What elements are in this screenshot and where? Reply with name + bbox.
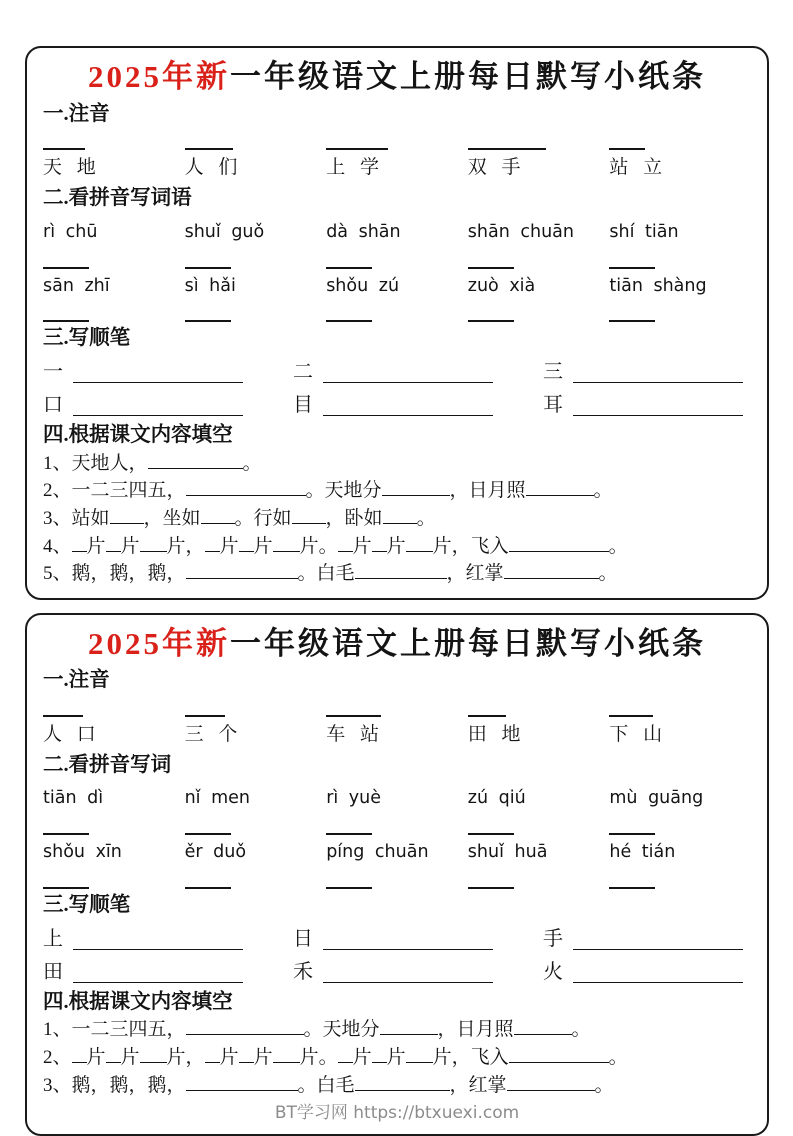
answer-blank <box>468 887 514 889</box>
answer-blank <box>468 267 514 269</box>
stroke-row <box>43 358 751 386</box>
card-title <box>43 58 751 97</box>
answer-blank <box>72 533 87 551</box>
fill-text: 片 <box>386 1047 406 1069</box>
answer-blank <box>355 1073 450 1091</box>
fill-text: 片 <box>219 535 239 557</box>
answer-blank <box>509 1045 609 1063</box>
answer-blank <box>468 715 506 717</box>
pinyin-column <box>43 781 185 889</box>
answer-blank <box>609 715 653 717</box>
fill-text: 1、天地人， <box>43 452 148 474</box>
title-year-highlight: 2025年新 <box>88 625 230 661</box>
fill-text: 。 <box>608 1047 628 1069</box>
answer-blank <box>468 833 514 835</box>
answer-line <box>323 949 493 950</box>
zhuyin-item <box>468 128 610 182</box>
answer-blank <box>514 1017 572 1035</box>
fill-line <box>43 560 751 588</box>
fill-text: ，坐如 <box>143 507 201 529</box>
zhuyin-word: 双 手 <box>467 157 526 179</box>
answer-line <box>73 382 243 383</box>
fill-text: ，卧如 <box>325 507 383 529</box>
answer-blank <box>186 478 306 496</box>
zhuyin-word: 车 站 <box>326 724 384 746</box>
answer-blank <box>380 1017 438 1035</box>
answer-blank <box>326 148 388 150</box>
pinyin-word: rì chū <box>43 221 98 242</box>
stroke-item <box>293 925 543 953</box>
zhuyin-word: 田 地 <box>467 724 526 746</box>
answer-blank <box>372 1045 387 1063</box>
answer-blank <box>43 887 89 889</box>
worksheet-card <box>25 613 769 1136</box>
fill-line <box>43 533 751 561</box>
answer-blank <box>106 533 121 551</box>
answer-blank <box>185 887 231 889</box>
fill-text: 片 <box>120 1047 140 1069</box>
stroke-item <box>543 925 751 953</box>
pinyin-word: zú qiú <box>467 788 526 809</box>
pinyin-word: tiān shàng <box>609 275 707 296</box>
answer-line <box>323 382 493 383</box>
title-year-highlight: 2025年新 <box>88 59 230 94</box>
answer-blank <box>185 715 225 717</box>
answer-blank <box>106 1045 121 1063</box>
answer-blank <box>382 478 450 496</box>
fill-text: 。白毛 <box>297 1074 355 1096</box>
zhuyin-word: 站 立 <box>609 157 668 179</box>
answer-blank <box>355 561 447 579</box>
stroke-character: 上 <box>43 927 63 950</box>
fill-text: 3、站如 <box>43 507 110 529</box>
answer-blank <box>185 320 231 322</box>
fill-text: 片，飞入 <box>432 535 509 557</box>
answer-blank <box>273 1045 300 1063</box>
answer-blank <box>43 833 89 835</box>
stroke-character: 禾 <box>293 960 313 983</box>
pinyin-word: tiān dì <box>43 788 104 809</box>
zhuyin-word: 人 们 <box>184 157 243 179</box>
fill-text: 片 <box>253 1047 273 1069</box>
pinyin-word: sān zhī <box>43 275 110 296</box>
stroke-item <box>543 958 751 986</box>
answer-blank <box>526 478 594 496</box>
stroke-character: 目 <box>293 394 313 417</box>
fill-line <box>43 1016 751 1044</box>
answer-blank <box>292 506 326 524</box>
fill-text: 片， <box>166 1047 205 1069</box>
stroke-character: 二 <box>293 361 313 384</box>
section-label: 一.注音 <box>43 669 110 692</box>
section-label: 二.看拼音写词 <box>43 753 172 776</box>
answer-line <box>323 982 493 983</box>
fill-text: 2、 <box>43 1047 72 1069</box>
pinyin-column <box>326 215 468 323</box>
fill-line <box>43 1044 751 1072</box>
pinyin-word: dà shān <box>326 221 401 242</box>
fill-line <box>43 505 751 533</box>
answer-blank <box>468 148 546 150</box>
zhuyin-item <box>185 695 327 749</box>
answer-blank <box>338 1045 353 1063</box>
answer-blank <box>504 561 599 579</box>
section-label: 一.注音 <box>43 102 110 125</box>
zhuyin-item <box>185 128 327 182</box>
pinyin-word: sì hǎi <box>184 275 236 296</box>
pinyin-word: zuò xià <box>467 275 536 296</box>
site-footer: BT学习网 https://btxuexi.com <box>274 1103 520 1124</box>
fill-text: 3、鹅，鹅，鹅， <box>43 1074 186 1096</box>
answer-blank <box>239 1045 254 1063</box>
stroke-item <box>43 391 293 419</box>
fill-text: 。 <box>608 535 628 557</box>
fill-line <box>43 450 751 478</box>
answer-line <box>573 982 743 983</box>
pinyin-column <box>326 781 468 889</box>
answer-blank <box>609 148 645 150</box>
zhuyin-item <box>43 128 185 182</box>
answer-blank <box>148 451 243 469</box>
pinyin-word: shān chuān <box>467 221 574 242</box>
fill-text: 片。 <box>299 1047 338 1069</box>
answer-line <box>573 382 743 383</box>
fill-text: 片 <box>386 535 406 557</box>
fill-text: ，日月照 <box>449 480 526 502</box>
pinyin-word: shuǐ guǒ <box>184 221 265 242</box>
fill-text: 。 <box>598 563 618 585</box>
fill-text: 。白毛 <box>297 563 355 585</box>
pinyin-word: hé tián <box>609 842 676 863</box>
answer-blank <box>609 267 655 269</box>
pinyin-column <box>468 215 610 323</box>
answer-blank <box>326 887 372 889</box>
pinyin-grid <box>43 215 751 323</box>
answer-blank <box>43 267 89 269</box>
answer-blank <box>186 561 298 579</box>
answer-line <box>73 982 243 983</box>
stroke-character: 三 <box>543 361 563 384</box>
fill-text: 。天地分 <box>303 1019 380 1041</box>
answer-blank <box>326 833 372 835</box>
answer-blank <box>205 533 220 551</box>
answer-line <box>573 949 743 950</box>
answer-blank <box>239 533 254 551</box>
pinyin-word: shuǐ huā <box>467 842 548 863</box>
zhuyin-word: 下 山 <box>609 724 668 746</box>
pinyin-word: rì yuè <box>326 788 382 809</box>
pinyin-word: shí tiān <box>609 221 679 242</box>
section-label: 四.根据课文内容填空 <box>43 424 233 447</box>
pinyin-column <box>468 781 610 889</box>
zhuyin-item <box>43 695 185 749</box>
answer-blank <box>186 1073 298 1091</box>
zhuyin-word: 人 口 <box>43 724 101 746</box>
zhuyin-item <box>326 128 468 182</box>
fill-text: ，日月照 <box>437 1019 514 1041</box>
fill-text: 片 <box>120 535 140 557</box>
fill-text: 片 <box>352 1047 372 1069</box>
answer-blank <box>110 506 144 524</box>
answer-blank <box>338 533 353 551</box>
answer-blank <box>43 148 85 150</box>
zhuyin-item <box>468 695 610 749</box>
answer-line <box>573 415 743 416</box>
pinyin-grid <box>43 781 751 889</box>
card-title <box>43 625 751 664</box>
pinyin-column <box>609 781 751 889</box>
fill-text: 片 <box>86 535 106 557</box>
answer-blank <box>326 715 381 717</box>
answer-blank <box>201 506 235 524</box>
section-label: 三.写顺笔 <box>43 894 131 917</box>
zhuyin-row <box>43 128 751 182</box>
pinyin-column <box>609 215 751 323</box>
fill-text: 片，飞入 <box>432 1047 509 1069</box>
pinyin-word: nǐ men <box>184 788 251 809</box>
answer-blank <box>383 506 417 524</box>
zhuyin-word: 上 学 <box>326 157 384 179</box>
fill-text: 。 <box>242 452 262 474</box>
pinyin-column <box>43 215 185 323</box>
pinyin-word: ěr duǒ <box>184 842 247 863</box>
answer-blank <box>507 1073 595 1091</box>
answer-blank <box>468 320 514 322</box>
stroke-character: 口 <box>43 394 63 417</box>
zhuyin-item <box>609 128 751 182</box>
fill-text: 片 <box>253 535 273 557</box>
zhuyin-item <box>609 695 751 749</box>
answer-blank <box>185 833 231 835</box>
fill-text: 片 <box>86 1047 106 1069</box>
fill-text: 1、一二三四五， <box>43 1019 186 1041</box>
answer-blank <box>205 1045 220 1063</box>
answer-blank <box>406 533 433 551</box>
zhuyin-row <box>43 695 751 749</box>
fill-text: 。 <box>594 1074 614 1096</box>
stroke-character: 一 <box>43 361 63 384</box>
answer-blank <box>140 1045 167 1063</box>
stroke-character: 日 <box>293 927 313 950</box>
fill-text: 片， <box>166 535 205 557</box>
stroke-item <box>293 391 543 419</box>
stroke-row <box>43 391 751 419</box>
answer-blank <box>186 1017 304 1035</box>
stroke-item <box>43 358 293 386</box>
fill-text: 片 <box>352 535 372 557</box>
cards-container <box>25 46 769 1136</box>
answer-blank <box>609 833 655 835</box>
section-label: 三.写顺笔 <box>43 327 131 350</box>
answer-blank <box>609 887 655 889</box>
pinyin-column <box>185 215 327 323</box>
fill-text: 片。 <box>299 535 338 557</box>
fill-text: 。 <box>593 480 613 502</box>
title-rest: 一年级语文上册每日默写小纸条 <box>230 59 706 94</box>
fill-line <box>43 1072 751 1100</box>
fill-text: 。 <box>571 1019 591 1041</box>
zhuyin-word: 天 地 <box>43 157 101 179</box>
section-label: 二.看拼音写词语 <box>43 186 192 209</box>
answer-blank <box>72 1045 87 1063</box>
answer-blank <box>185 148 233 150</box>
fill-line <box>43 477 751 505</box>
pinyin-column <box>185 781 327 889</box>
answer-blank <box>326 320 372 322</box>
fill-text: 2、一二三四五， <box>43 480 186 502</box>
answer-blank <box>372 533 387 551</box>
stroke-item <box>293 358 543 386</box>
stroke-item <box>293 958 543 986</box>
fill-text: 4、 <box>43 535 72 557</box>
fill-text: 。天地分 <box>305 480 382 502</box>
pinyin-word: shǒu zú <box>326 275 400 296</box>
answer-line <box>323 415 493 416</box>
answer-blank <box>273 533 300 551</box>
stroke-item <box>543 391 751 419</box>
fill-text: 5、鹅，鹅，鹅， <box>43 563 186 585</box>
stroke-character: 手 <box>543 927 563 950</box>
stroke-item <box>43 958 293 986</box>
fill-text: ，红掌 <box>449 1074 507 1096</box>
pinyin-word: shǒu xīn <box>43 842 122 863</box>
stroke-row <box>43 925 751 953</box>
answer-blank <box>609 320 655 322</box>
fill-text: 。 <box>416 507 436 529</box>
stroke-row <box>43 958 751 986</box>
zhuyin-item <box>326 695 468 749</box>
stroke-character: 火 <box>543 960 563 983</box>
answer-blank <box>140 533 167 551</box>
fill-text: 片 <box>219 1047 239 1069</box>
answer-blank <box>406 1045 433 1063</box>
pinyin-word: píng chuān <box>326 842 429 863</box>
title-rest: 一年级语文上册每日默写小纸条 <box>230 625 706 661</box>
section-label: 四.根据课文内容填空 <box>43 990 233 1013</box>
answer-line <box>73 949 243 950</box>
answer-blank <box>43 715 83 717</box>
answer-line <box>73 415 243 416</box>
answer-blank <box>43 320 89 322</box>
stroke-item <box>43 925 293 953</box>
pinyin-word: mù guāng <box>609 788 704 809</box>
answer-blank <box>509 533 609 551</box>
fill-text: 。行如 <box>234 507 292 529</box>
stroke-item <box>543 358 751 386</box>
fill-text: ，红掌 <box>446 563 504 585</box>
stroke-character: 耳 <box>543 394 563 417</box>
worksheet-card <box>25 46 769 600</box>
stroke-character: 田 <box>43 960 63 983</box>
answer-blank <box>326 267 372 269</box>
zhuyin-word: 三 个 <box>184 724 243 746</box>
answer-blank <box>185 267 231 269</box>
